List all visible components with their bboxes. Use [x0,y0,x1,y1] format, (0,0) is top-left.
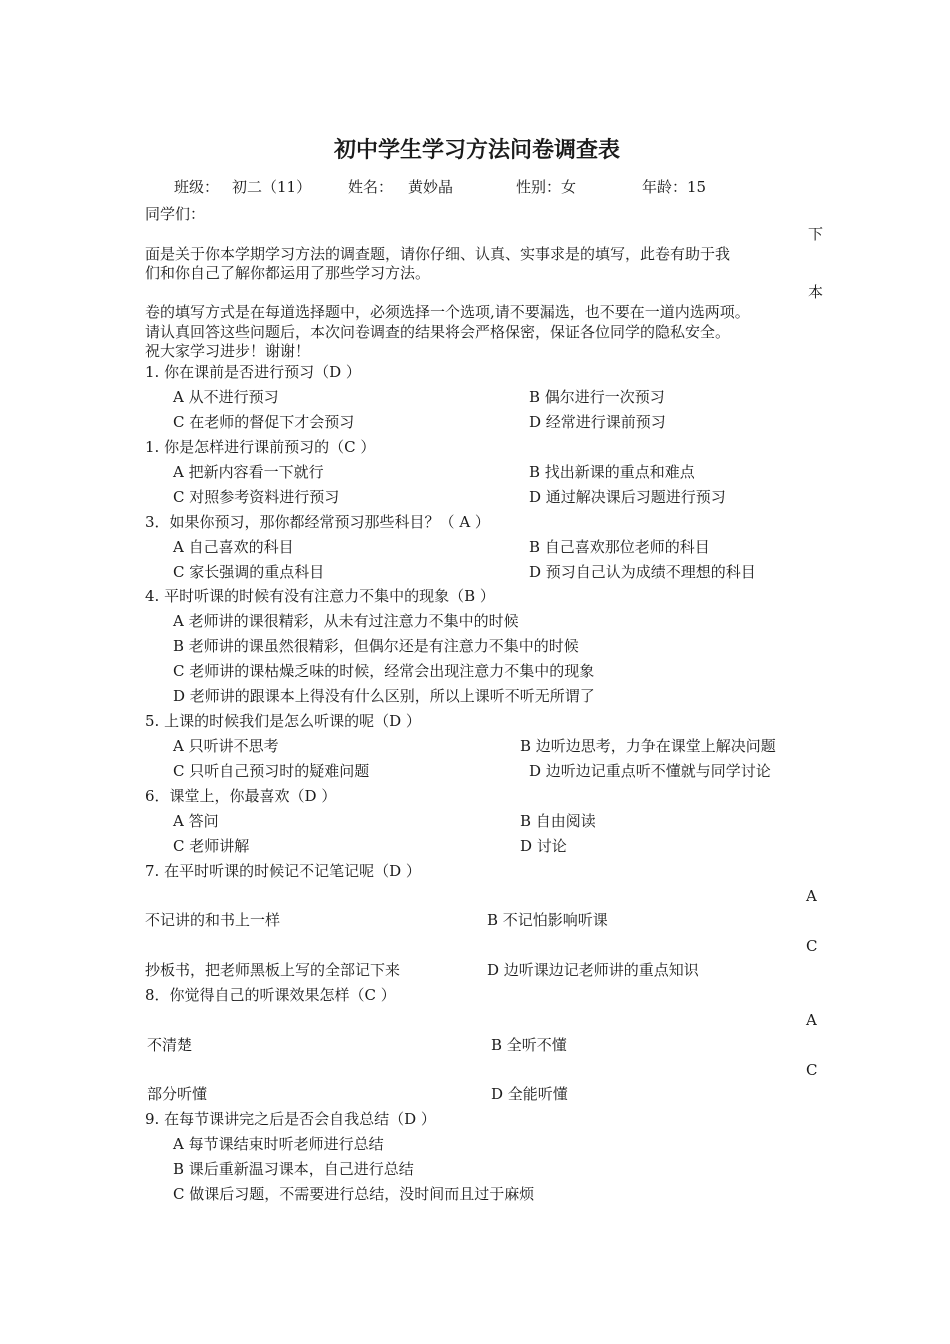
option-c: 部分听懂 [147,1085,208,1103]
question-text: 6．课堂上，你最喜欢（D ） [145,787,337,805]
question-text: 5. 上课的时候我们是怎么听课的呢（D ） [145,712,421,730]
name-value: 黄妙晶 [408,178,454,196]
intro-line: 卷的填写方式是在每道选择题中，必须选择一个选项,请不要漏选，也不要在一道内选两项。 [145,303,750,321]
option-d: D 经常进行课前预习 [529,413,666,431]
page-title: 初中学生学习方法问卷调查表 [334,138,621,163]
option-b: B 自由阅读 [520,812,596,830]
option-letter-c: C [806,937,818,955]
name-label: 姓名： [348,178,394,196]
option-a: A 只听讲不思考 [173,737,279,755]
option-c: C 老师讲解 [173,837,250,855]
intro-line: 祝大家学习进步！谢谢！ [145,342,311,360]
greeting-text: 同学们： [145,205,206,223]
intro-line: 们和你自己了解你都运用了那些学习方法。 [145,264,431,282]
question-text: 7. 在平时听课的时候记不记笔记呢（D ） [145,862,421,880]
option-c: C 家长强调的重点科目 [173,563,325,581]
question-text: 9. 在每节课讲完之后是否会自我总结（D ） [145,1110,436,1128]
option-b: B 边听边思考，力争在课堂上解决问题 [520,737,776,755]
option-a: A 每节课结束时听老师进行总结 [173,1135,384,1153]
margin-char: 下 [808,225,824,243]
question-text: 8．你觉得自己的听课效果怎样（C ） [145,986,396,1004]
option-a: A 把新内容看一下就行 [173,463,324,481]
intro-line: 面是关于你本学期学习方法的调查题，请你仔细、认真、实事求是的填写，此卷有助于我 [145,245,731,263]
option-c: C 只听自己预习时的疑难问题 [173,762,370,780]
option-b: B 偶尔进行一次预习 [529,388,665,406]
option-b: B 不记怕影响听课 [487,911,608,929]
margin-char: 本 [808,283,824,301]
option-a: A 答问 [173,812,219,830]
question-text: 1. 你在课前是否进行预习（D ） [145,363,361,381]
age-text: 年龄：15 [642,178,707,196]
gender-text: 性别：女 [516,178,577,196]
option-letter-a: A [806,887,817,905]
option-a: A 从不进行预习 [173,388,279,406]
option-c: C 对照参考资料进行预习 [173,488,340,506]
option-c: C 做课后习题，不需要进行总结，没时间而且过于麻烦 [173,1185,535,1203]
option-d: D 边听课边记老师讲的重点知识 [487,961,699,979]
option-d: D 老师讲的跟课本上得没有什么区别，所以上课听不听无所谓了 [173,687,595,705]
intro-line: 请认真回答这些问题后，本次问卷调查的结果将会严格保密，保证各位同学的隐私安全。 [145,323,731,341]
option-b: B 全听不懂 [491,1036,567,1054]
option-c: C 老师讲的课枯燥乏味的时候，经常会出现注意力不集中的现象 [173,662,595,680]
option-b: B 自己喜欢那位老师的科目 [529,538,710,556]
option-b: B 找出新课的重点和难点 [529,463,695,481]
option-letter-c: C [806,1061,818,1079]
option-d: D 讨论 [520,837,567,855]
option-letter-a: A [806,1011,817,1029]
class-value: 初二（11） [232,178,312,196]
option-b: B 老师讲的课虽然很精彩，但偶尔还是有注意力不集中的时候 [173,637,579,655]
question-text: 3．如果你预习，那你都经常预习那些科目？（ A ） [145,513,490,531]
question-text: 4. 平时听课的时候有没有注意力不集中的现象（B ） [145,587,495,605]
option-a: A 自己喜欢的科目 [173,538,294,556]
option-d: D 全能听懂 [491,1085,568,1103]
option-a: A 老师讲的课很精彩，从未有过注意力不集中的时候 [173,612,519,630]
option-d: D 边听边记重点听不懂就与同学讨论 [529,762,771,780]
option-d: D 预习自己认为成绩不理想的科目 [529,563,756,581]
option-a: 不清楚 [147,1036,193,1054]
option-c: 抄板书，把老师黑板上写的全部记下来 [145,961,401,979]
option-c: C 在老师的督促下才会预习 [173,413,355,431]
question-text: 1. 你是怎样进行课前预习的（C ） [145,438,376,456]
class-label: 班级： [174,178,220,196]
option-d: D 通过解决课后习题进行预习 [529,488,726,506]
option-a: 不记讲的和书上一样 [145,911,281,929]
option-b: B 课后重新温习课本，自己进行总结 [173,1160,414,1178]
